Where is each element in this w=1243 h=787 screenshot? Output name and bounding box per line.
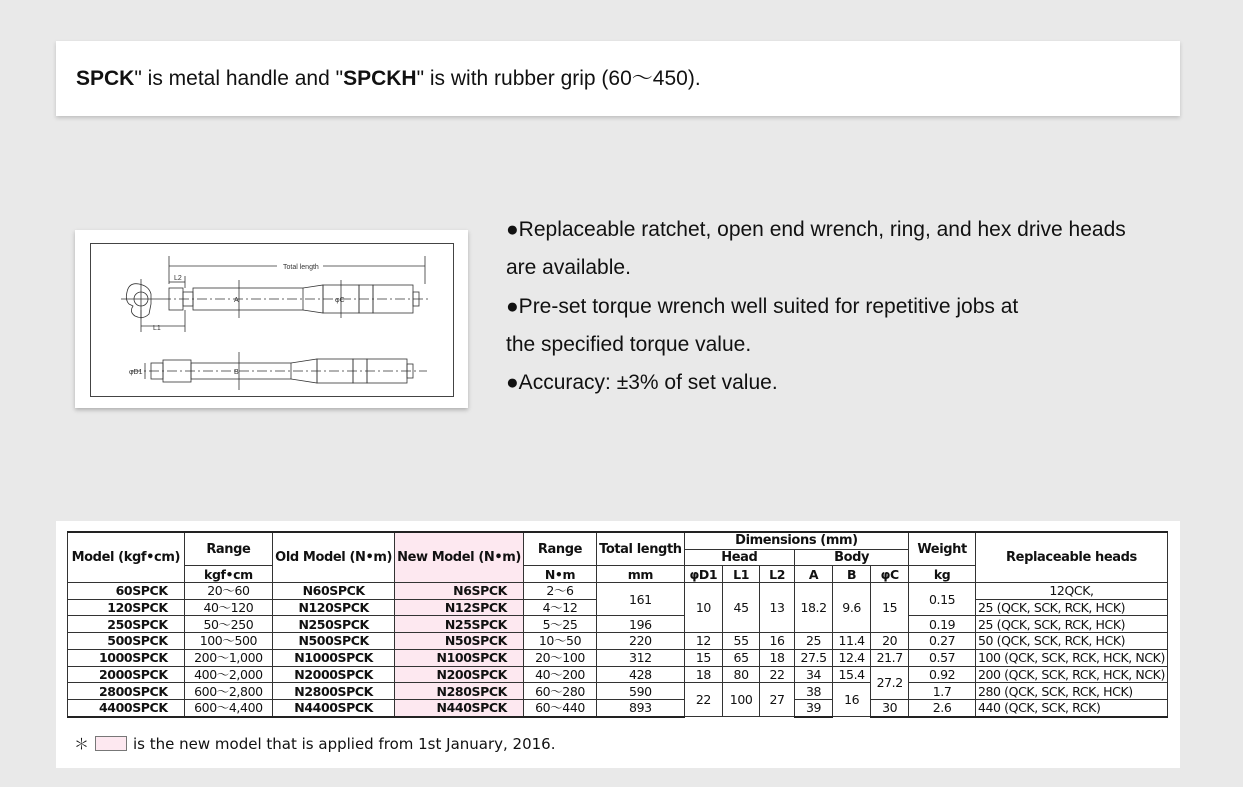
new-model-color-swatch [95,736,127,751]
model-cell: 60SPCK [68,583,185,600]
l2-label: L2 [174,275,182,282]
replaceable-heads-header: Replaceable heads [975,532,1167,583]
range-nm-cell: 60～280 [523,683,596,700]
b-cell: 12.4 [833,649,871,666]
l2-cell: 13 [760,583,795,633]
total-length-cell: 312 [597,649,685,666]
feature-line: ●Pre-set torque wrench well suited for repetitive jobs at [506,294,1019,318]
b-cell: 11.4 [833,633,871,650]
new-model-cell: N25SPCK [395,616,524,633]
model-name-spckh: SPCKH [343,67,417,90]
range-nm-cell: 10～50 [523,633,596,650]
a-label: A [234,297,239,304]
body-header: Body [795,549,909,566]
old-model-cell: N250SPCK [273,616,395,633]
model-cell: 2800SPCK [68,683,185,700]
b-cell: 16 [833,683,871,717]
table-row [68,683,1168,700]
total-length-cell: 220 [597,633,685,650]
feature-list [506,211,1206,402]
unit-a: A [795,566,833,583]
footnote-text: is the new model that is applied from 1st January, 2016. [133,735,556,753]
d1-cell: 10 [684,583,722,633]
range-nm-cell: 60～440 [523,699,596,716]
model-cell: 4400SPCK [68,699,185,716]
feature-line: ●Accuracy: ±3% of set value. [506,371,778,395]
range-cell: 40～120 [184,599,273,616]
l2-cell: 27 [760,683,795,717]
model-note-card [56,41,1180,116]
a-cell: 25 [795,633,833,650]
new-model-cell: N100SPCK [395,649,524,666]
note-text-part: " is metal handle and " [134,67,344,90]
l2-cell: 16 [760,633,795,650]
l1-label: L1 [153,325,161,332]
note-text-part: " is with rubber grip (60～450). [416,67,701,90]
l1-cell: 65 [723,649,760,666]
unit-weight: kg [909,566,976,583]
model-name-spck: SPCK [76,67,135,90]
feature-line: the specified torque value. [506,332,752,356]
range-cell: 600～4,400 [184,699,273,716]
table-row [68,616,1168,633]
total-length-header: Total length [597,532,685,566]
total-length-cell: 161 [597,583,685,616]
d1-cell: 12 [684,633,722,650]
c-cell: 27.2 [871,666,909,699]
heads-cell: 100 (QCK, SCK, RCK, HCK, NCK) [975,649,1167,666]
l1-cell: 45 [723,583,760,633]
a-cell: 34 [795,666,833,683]
total-length-cell: 196 [597,616,685,633]
heads-cell: 50 (QCK, SCK, RCK, HCK) [975,633,1167,650]
c-cell: 30 [871,699,909,716]
weight-cell: 2.6 [909,699,976,716]
old-model-cell: N500SPCK [273,633,395,650]
new-model-header: New Model (N•m) [395,532,524,583]
c-cell: 15 [871,583,909,633]
dimensions-header: Dimensions (mm) [684,532,909,549]
old-model-cell: N2000SPCK [273,666,395,683]
unit-total: mm [597,566,685,583]
range-cell: 400～2,000 [184,666,273,683]
range-cell: 20～60 [184,583,273,600]
old-model-cell: N60SPCK [273,583,395,600]
weight-cell: 0.15 [909,583,976,616]
heads-cell: 280 (QCK, SCK, RCK, HCK) [975,683,1167,700]
range-cell: 50～250 [184,616,273,633]
wrench-diagram-card [75,230,468,408]
old-model-cell: N2800SPCK [273,683,395,700]
unit-l1: L1 [723,566,760,583]
weight-cell: 0.57 [909,649,976,666]
a-cell: 39 [795,699,833,716]
range-nm-header: Range [523,532,596,566]
table-row [68,633,1168,650]
heads-cell: 200 (QCK, SCK, RCK, HCK, NCK) [975,666,1167,683]
model-header: Model (kgf•cm) [68,532,185,583]
wrench-drawing [91,244,453,396]
l1-cell: 100 [723,683,760,717]
spec-table [67,531,1168,718]
old-model-cell: N120SPCK [273,599,395,616]
new-model-cell: N50SPCK [395,633,524,650]
feature-line: are available. [506,256,631,280]
l1-cell: 55 [723,633,760,650]
model-cell: 120SPCK [68,599,185,616]
heads-cell: 12QCK, [975,583,1167,600]
model-cell: 500SPCK [68,633,185,650]
range-nm-cell: 2～6 [523,583,596,600]
l2-cell: 22 [760,666,795,683]
phi-d1-label: φD1 [129,369,143,376]
range-nm-cell: 40～200 [523,666,596,683]
head-header: Head [684,549,794,566]
l2-cell: 18 [760,649,795,666]
unit-c: φC [871,566,909,583]
model-cell: 1000SPCK [68,649,185,666]
c-cell: 21.7 [871,649,909,666]
footnote [74,735,556,753]
range-cell: 200～1,000 [184,649,273,666]
total-length-cell: 893 [597,699,685,716]
b-cell: 15.4 [833,666,871,683]
unit-l2: L2 [760,566,795,583]
unit-range: kgf•cm [184,566,273,583]
unit-d1: φD1 [684,566,722,583]
d1-cell: 15 [684,649,722,666]
footnote-mark: ＊ [74,735,90,753]
phi-c-label: φC [335,297,345,304]
new-model-cell: N12SPCK [395,599,524,616]
range-nm-cell: 5～25 [523,616,596,633]
table-row [68,666,1168,683]
range-nm-cell: 4～12 [523,599,596,616]
new-model-cell: N440SPCK [395,699,524,716]
weight-cell: 0.19 [909,616,976,633]
a-cell: 18.2 [795,583,833,633]
new-model-cell: N200SPCK [395,666,524,683]
heads-cell: 25 (QCK, SCK, RCK, HCK) [975,599,1167,616]
heads-cell: 25 (QCK, SCK, RCK, HCK) [975,616,1167,633]
model-cell: 2000SPCK [68,666,185,683]
spec-table-card [56,521,1180,768]
old-model-cell: N1000SPCK [273,649,395,666]
wrench-diagram [90,243,454,397]
range-cell: 100～500 [184,633,273,650]
weight-cell: 0.92 [909,666,976,683]
c-cell: 20 [871,633,909,650]
range-cell: 600～2,800 [184,683,273,700]
table-row [68,699,1168,716]
weight-header: Weight [909,532,976,566]
l1-cell: 80 [723,666,760,683]
unit-b: B [833,566,871,583]
b-cell: 9.6 [833,583,871,633]
old-model-header: Old Model (N•m) [273,532,395,583]
d1-cell: 22 [684,683,722,717]
new-model-cell: N6SPCK [395,583,524,600]
total-length-cell: 428 [597,666,685,683]
weight-cell: 0.27 [909,633,976,650]
a-cell: 27.5 [795,649,833,666]
table-row [68,649,1168,666]
b-label: B [234,369,239,376]
range-header: Range [184,532,273,566]
unit-range-nm: N•m [523,566,596,583]
range-nm-cell: 20～100 [523,649,596,666]
total-length-cell: 590 [597,683,685,700]
d1-cell: 18 [684,666,722,683]
weight-cell: 1.7 [909,683,976,700]
total-length-label: Total length [283,264,319,271]
model-note-text [76,66,701,92]
feature-line: ●Replaceable ratchet, open end wrench, ring, and hex drive heads [506,218,1126,241]
heads-cell: 440 (QCK, SCK, RCK) [975,699,1167,716]
model-cell: 250SPCK [68,616,185,633]
new-model-cell: N280SPCK [395,683,524,700]
a-cell: 38 [795,683,833,700]
table-row [68,583,1168,600]
old-model-cell: N4400SPCK [273,699,395,716]
